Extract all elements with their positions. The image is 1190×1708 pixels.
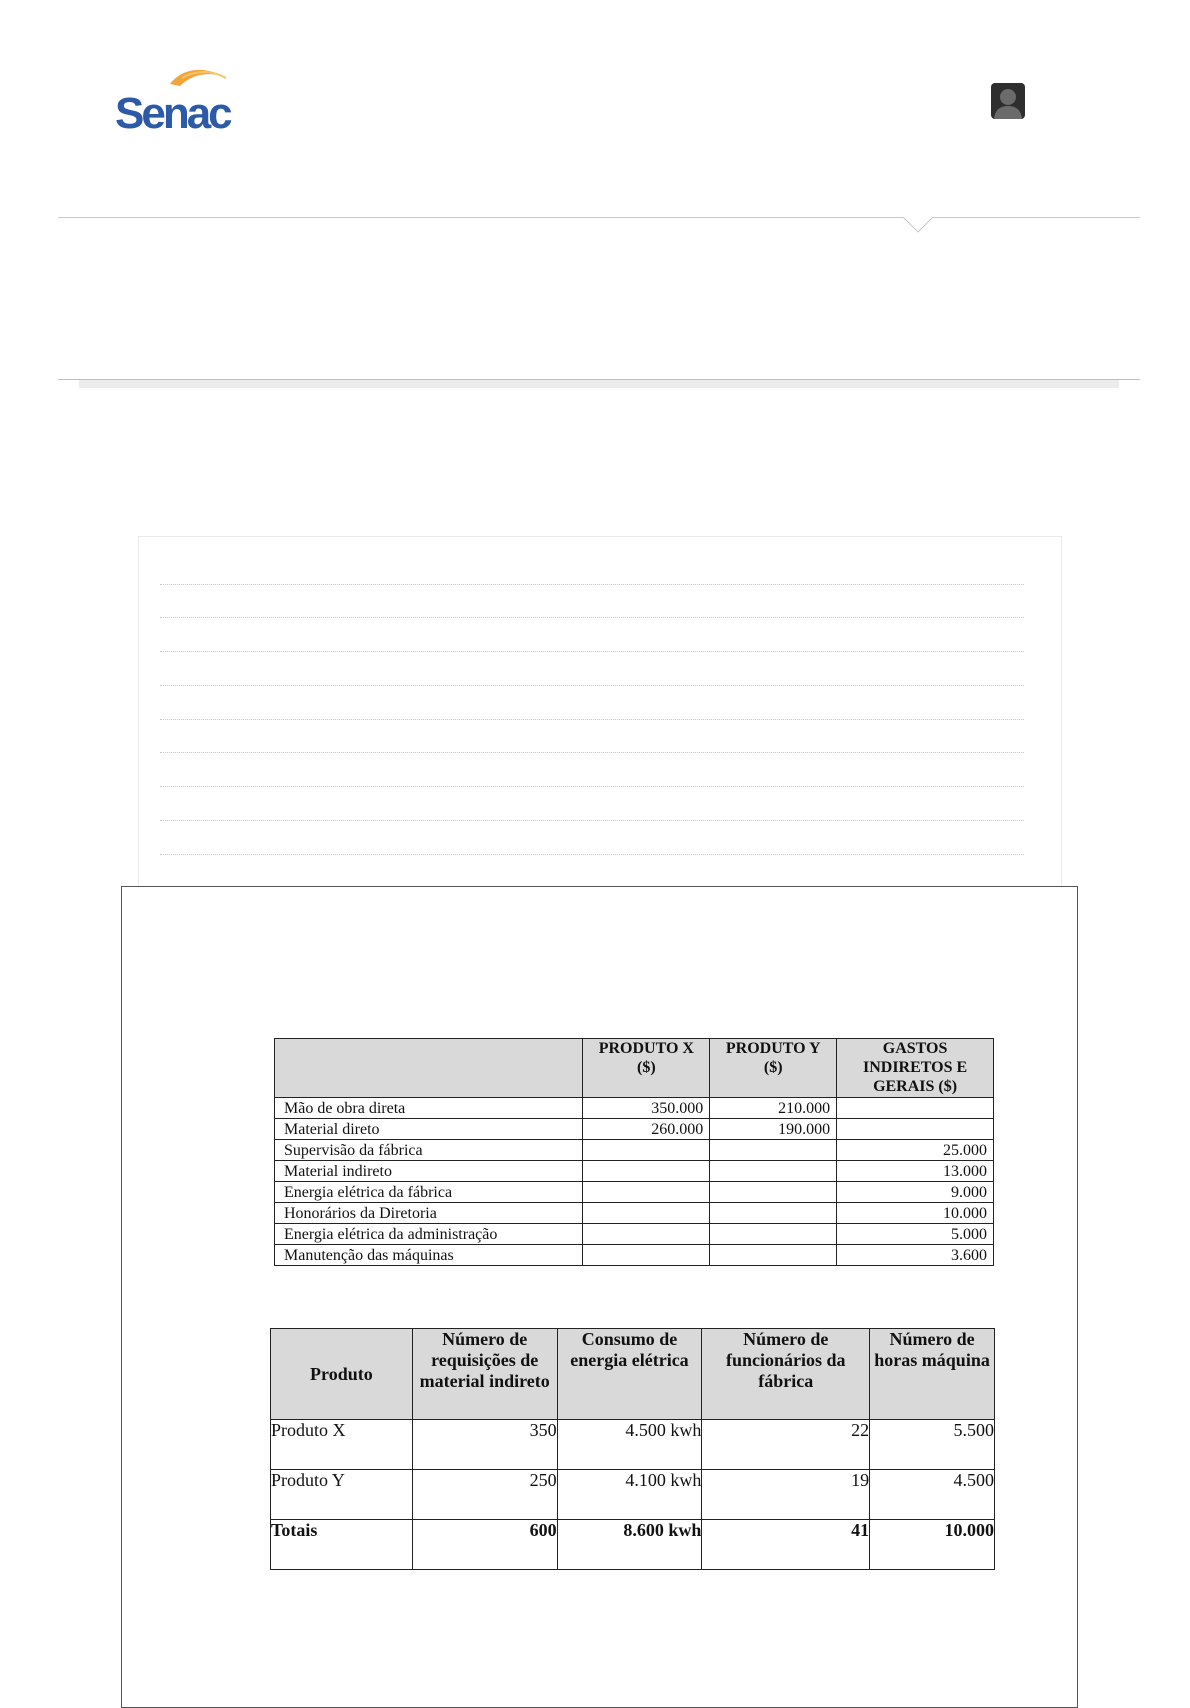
row-label: Material direto [275, 1119, 583, 1140]
cell-value [583, 1161, 710, 1182]
note-line [160, 854, 1024, 855]
table-header-row [271, 1329, 995, 1420]
row-label: Supervisão da fábrica [275, 1140, 583, 1161]
document-frame [121, 886, 1078, 1708]
row-label: Produto Y [271, 1470, 413, 1520]
table-header-cell: PRODUTO Y ($) [710, 1039, 837, 1098]
costs-table [274, 1038, 994, 1266]
cell-value: 8.600 kwh [557, 1520, 702, 1570]
notes-card [138, 536, 1062, 907]
table-header-cell: Número de requisições de material indireto [412, 1329, 557, 1420]
row-label: Energia elétrica da administração [275, 1224, 583, 1245]
senac-logo[interactable] [112, 62, 242, 142]
table-header-cell: Número de horas máquina [870, 1329, 995, 1420]
cell-value: 350 [412, 1420, 557, 1470]
header-divider [58, 217, 1140, 218]
cell-value [710, 1203, 837, 1224]
dropdown-pointer-icon [903, 217, 933, 233]
row-label: Honorários da Diretoria [275, 1203, 583, 1224]
cell-value: 4.500 [870, 1470, 995, 1520]
user-avatar[interactable] [991, 83, 1025, 119]
table-row [271, 1420, 995, 1470]
table-row [275, 1182, 994, 1203]
table-header-cell: PRODUTO X ($) [583, 1039, 710, 1098]
cell-value: 210.000 [710, 1098, 837, 1119]
cell-value [583, 1182, 710, 1203]
cell-value: 13.000 [837, 1161, 994, 1182]
table-row [275, 1161, 994, 1182]
cell-value [583, 1245, 710, 1266]
table-header-cell: GASTOS INDIRETOS E GERAIS ($) [837, 1039, 994, 1098]
cell-value [837, 1119, 994, 1140]
cell-value: 25.000 [837, 1140, 994, 1161]
cell-value: 10.000 [870, 1520, 995, 1570]
note-line [160, 786, 1024, 787]
table-row [275, 1098, 994, 1119]
row-label: Produto X [271, 1420, 413, 1470]
table-header-cell: Consumo de energia elétrica [557, 1329, 702, 1420]
row-label: Mão de obra direta [275, 1098, 583, 1119]
cell-value: 250 [412, 1470, 557, 1520]
cell-value [583, 1140, 710, 1161]
cell-value: 4.100 kwh [557, 1470, 702, 1520]
cell-value: 3.600 [837, 1245, 994, 1266]
table-row [275, 1224, 994, 1245]
cell-value: 260.000 [583, 1119, 710, 1140]
cell-value: 4.500 kwh [557, 1420, 702, 1470]
table-header-cell: Produto [271, 1329, 413, 1420]
logo-wordmark: Senac [115, 89, 230, 138]
table-row [275, 1119, 994, 1140]
cell-value [710, 1182, 837, 1203]
table-header-row [275, 1039, 994, 1098]
allocation-table [270, 1328, 995, 1570]
cell-value: 10.000 [837, 1203, 994, 1224]
table-row [275, 1203, 994, 1224]
table-header-cell [275, 1039, 583, 1098]
note-line [160, 617, 1024, 618]
note-line [160, 752, 1024, 753]
table-header-cell: Número de funcionários da fábrica [702, 1329, 870, 1420]
cell-value: 350.000 [583, 1098, 710, 1119]
row-label: Material indireto [275, 1161, 583, 1182]
totals-row [271, 1520, 995, 1570]
table-row [275, 1140, 994, 1161]
cell-value [710, 1140, 837, 1161]
cell-value: 9.000 [837, 1182, 994, 1203]
cell-value [583, 1203, 710, 1224]
cell-value [710, 1245, 837, 1266]
cell-value [837, 1098, 994, 1119]
note-line [160, 685, 1024, 686]
cell-value [710, 1161, 837, 1182]
section-shadow-band [79, 380, 1119, 388]
cell-value: 41 [702, 1520, 870, 1570]
cell-value: 5.500 [870, 1420, 995, 1470]
cell-value [583, 1224, 710, 1245]
table-row [271, 1470, 995, 1520]
cell-value: 190.000 [710, 1119, 837, 1140]
cell-value: 600 [412, 1520, 557, 1570]
row-label: Totais [271, 1520, 413, 1570]
user-silhouette-icon [991, 83, 1025, 119]
cell-value: 22 [702, 1420, 870, 1470]
cell-value [710, 1224, 837, 1245]
note-line [160, 820, 1024, 821]
note-line [160, 651, 1024, 652]
note-line [160, 719, 1024, 720]
row-label: Energia elétrica da fábrica [275, 1182, 583, 1203]
cell-value: 5.000 [837, 1224, 994, 1245]
row-label: Manutenção das máquinas [275, 1245, 583, 1266]
cell-value: 19 [702, 1470, 870, 1520]
table-row [275, 1245, 994, 1266]
note-line [160, 584, 1024, 585]
